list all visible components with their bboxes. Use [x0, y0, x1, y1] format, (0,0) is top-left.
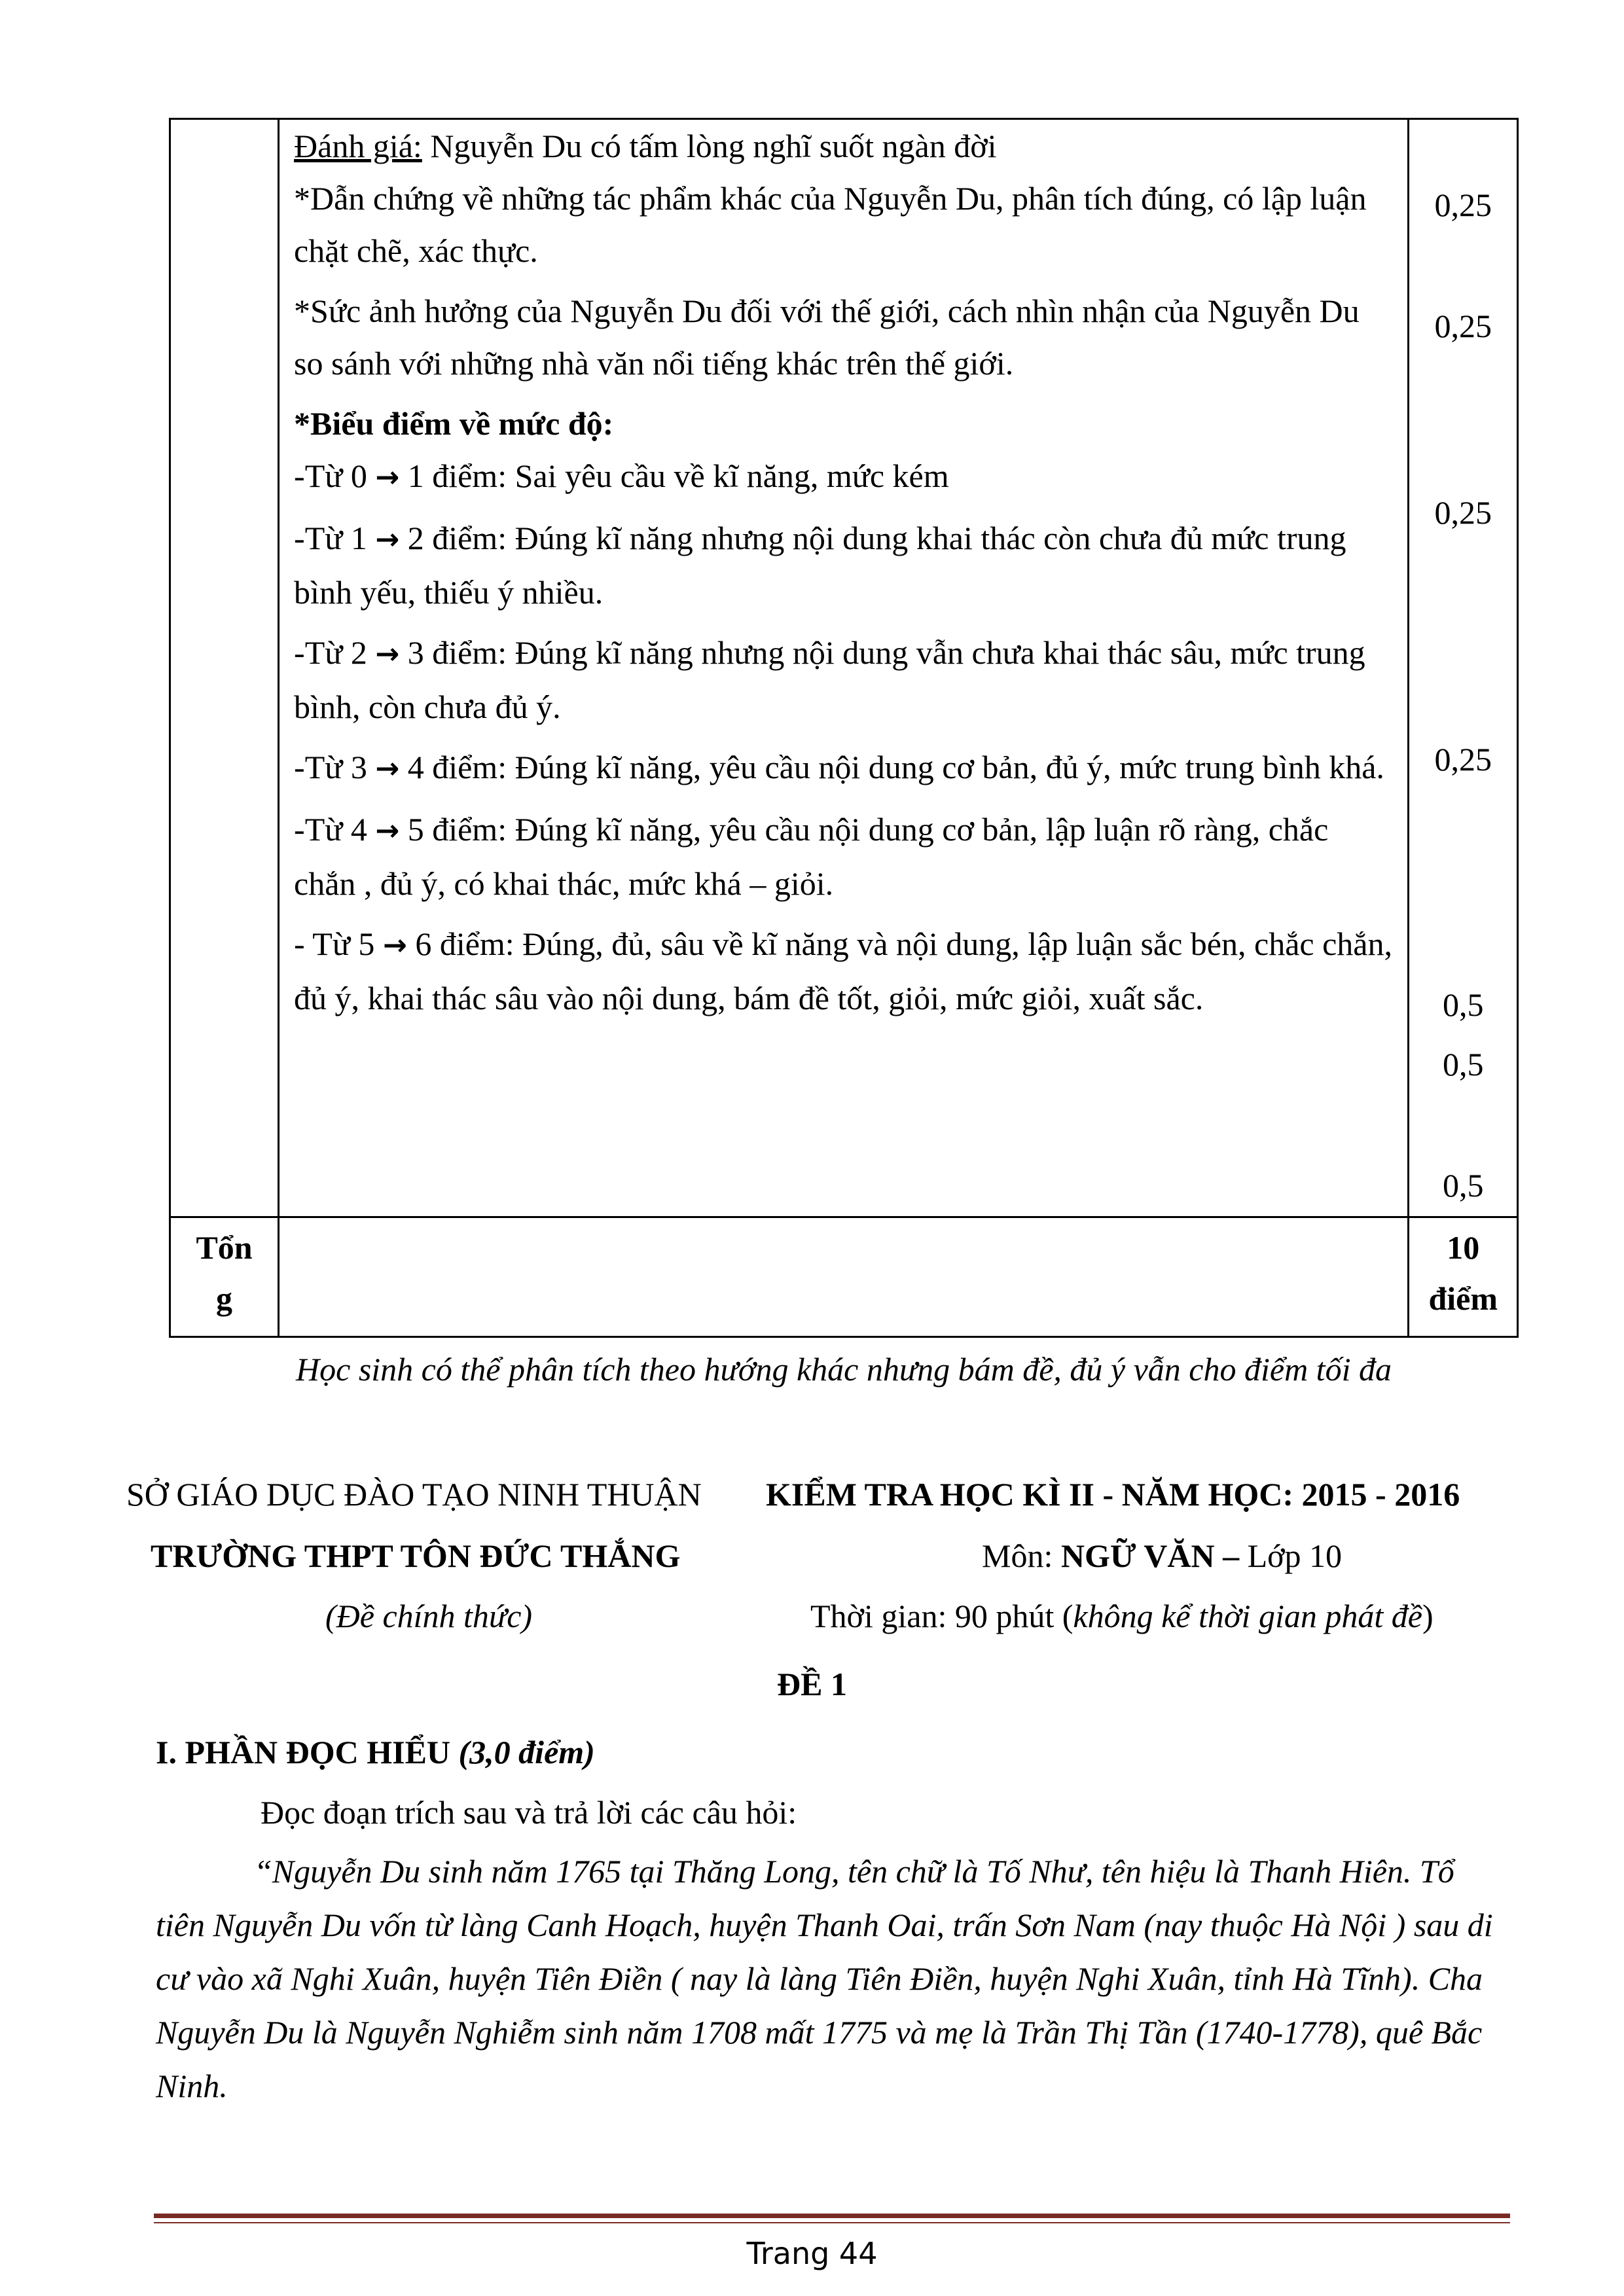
level-from: -Từ 0	[294, 457, 367, 494]
footer-rule	[154, 2214, 1510, 2218]
total-unit: điểm	[1428, 1280, 1498, 1317]
level-5	[294, 918, 1394, 1024]
arrow-icon: →	[382, 929, 407, 962]
level-from: -Từ 4	[294, 811, 367, 848]
evaluation-line	[294, 120, 1394, 172]
subject-name: NGỮ VĂN –	[1060, 1537, 1240, 1574]
evaluation-text: Nguyễn Du có tấm lòng nghĩ suốt ngàn đời	[422, 128, 997, 164]
level-2	[294, 626, 1394, 733]
scale-heading: *Biểu điểm về mức độ:	[294, 405, 614, 442]
criteria-cell	[279, 119, 1409, 1217]
evidence-text: *Dẫn chứng về những tác phẩm khác của Nguyễn Du, phân tích đúng, có lập luận chặt chẽ, xác thực.	[294, 180, 1367, 269]
arrow-icon: →	[375, 814, 400, 848]
evaluation-label: Đánh giá:	[294, 128, 422, 164]
total-label-cont: g	[216, 1280, 233, 1317]
time-line	[810, 1597, 1434, 1635]
total-value: 10	[1447, 1229, 1480, 1266]
time-note: không kể thời gian phát đề	[1073, 1598, 1422, 1634]
level-from: -Từ 2	[294, 634, 367, 671]
level-4	[294, 803, 1394, 910]
time-prefix: Thời gian: 90 phút (	[810, 1598, 1074, 1634]
passage: “Nguyễn Du sinh năm 1765 tại Thăng Long, tên chữ là Tố Như, tên hiệu là Thanh Hiên. Tổ tiên Nguyễn Du vốn từ làng Canh Hoạch, huyện Thanh Oai, trấn Sơn Nam (nay thuộc Hà Nội ) sau di cư vào xã Nghi Xuân, huyện Tiên Điền ( nay là làng Tiên Điền, huyện Nghi Xuân, tỉnh Hà Tĩnh). Cha Nguyễn Du là Nguyễn Nghiễm sinh năm 1708 mất 1775 và mẹ là Trần Thị Tần (1740-1778), quê Bắc Ninh.	[156, 1853, 1493, 2104]
arrow-icon: →	[375, 752, 400, 785]
exam-code: ĐỀ 1	[777, 1666, 847, 1702]
footer-rule-thin	[154, 2222, 1510, 2223]
total-label-cell	[170, 1217, 279, 1337]
subject-prefix: Môn:	[982, 1537, 1061, 1574]
level-0	[294, 450, 1394, 504]
level-text: 3 điểm: Đúng kĩ năng nhưng nội dung vẫn chưa khai thác sâu, mức trung bình, còn chưa đủ ý.	[294, 634, 1365, 725]
table-row-criteria	[170, 119, 1518, 1217]
section-title	[156, 1733, 595, 1771]
grading-table	[169, 118, 1519, 1338]
level-from: -Từ 1	[294, 520, 367, 556]
total-value-cell	[1409, 1217, 1518, 1337]
arrow-icon: →	[375, 637, 400, 671]
time-suffix: )	[1422, 1598, 1434, 1634]
level-3	[294, 741, 1394, 795]
level-text: 2 điểm: Đúng kĩ năng nhưng nội dung khai thác còn chưa đủ mức trung bình yếu, thiếu ý nhiều.	[294, 520, 1346, 611]
total-label: Tổn	[196, 1229, 253, 1266]
arrow-icon: →	[375, 461, 400, 494]
department-name: SỞ GIÁO DỤC ĐÀO TẠO NINH THUẬN	[126, 1476, 702, 1513]
score-value: 0,25	[1434, 494, 1492, 531]
level-1	[294, 512, 1394, 619]
influence-text: *Sức ảnh hưởng của Nguyễn Du đối với thế giới, cách nhìn nhận của Nguyễn Du so sánh với những nhà văn nổi tiếng khác trên thế giới.	[294, 293, 1360, 382]
section-name: I. PHẦN ĐỌC HIỂU	[156, 1734, 459, 1770]
instruction: Đọc đoạn trích sau và trả lời các câu hỏi:	[261, 1794, 797, 1831]
grading-note: Học sinh có thể phân tích theo hướng khác nhưng bám đề, đủ ý vẫn cho điểm tối đa	[296, 1351, 1392, 1388]
level-text: 5 điểm: Đúng kĩ năng, yêu cầu nội dung cơ bản, lập luận rõ ràng, chắc chắn , đủ ý, có khai thác, mức khá – giỏi.	[294, 811, 1329, 902]
score-value: 0,25	[1434, 187, 1492, 223]
level-text: 1 điểm: Sai yêu cầu về kĩ năng, mức kém	[399, 457, 949, 494]
score-value: 0,25	[1434, 741, 1492, 778]
empty-cell	[170, 119, 279, 1217]
level-from: - Từ 5	[294, 925, 375, 962]
school-name: TRƯỜNG THPT TÔN ĐỨC THẮNG	[151, 1537, 681, 1574]
exam-title: KIỂM TRA HỌC KÌ II - NĂM HỌC: 2015 - 2016	[766, 1476, 1460, 1513]
subject-line	[982, 1537, 1342, 1575]
score-value: 0,5	[1442, 986, 1484, 1023]
arrow-icon: →	[375, 523, 400, 556]
table-row-total	[170, 1217, 1518, 1337]
level-from: -Từ 3	[294, 749, 367, 785]
score-value: 0,5	[1442, 1167, 1484, 1204]
score-value: 0,25	[1434, 308, 1492, 344]
level-text: 4 điểm: Đúng kĩ năng, yêu cầu nội dung cơ bản, đủ ý, mức trung bình khá.	[399, 749, 1384, 785]
official-label: (Đề chính thức)	[325, 1598, 533, 1634]
page-number: Trang 44	[746, 2236, 878, 2271]
grade: Lớp 10	[1239, 1537, 1343, 1574]
score-value: 0,5	[1442, 1046, 1484, 1083]
section-points: (3,0 điểm)	[458, 1734, 595, 1770]
score-cell	[1409, 119, 1518, 1217]
total-empty-cell	[279, 1217, 1409, 1337]
level-text: 6 điểm: Đúng, đủ, sâu về kĩ năng và nội dung, lập luận sắc bén, chắc chắn, đủ ý, khai thác sâu vào nội dung, bám đề tốt, giỏi, mức giỏi, xuất sắc.	[294, 925, 1392, 1016]
